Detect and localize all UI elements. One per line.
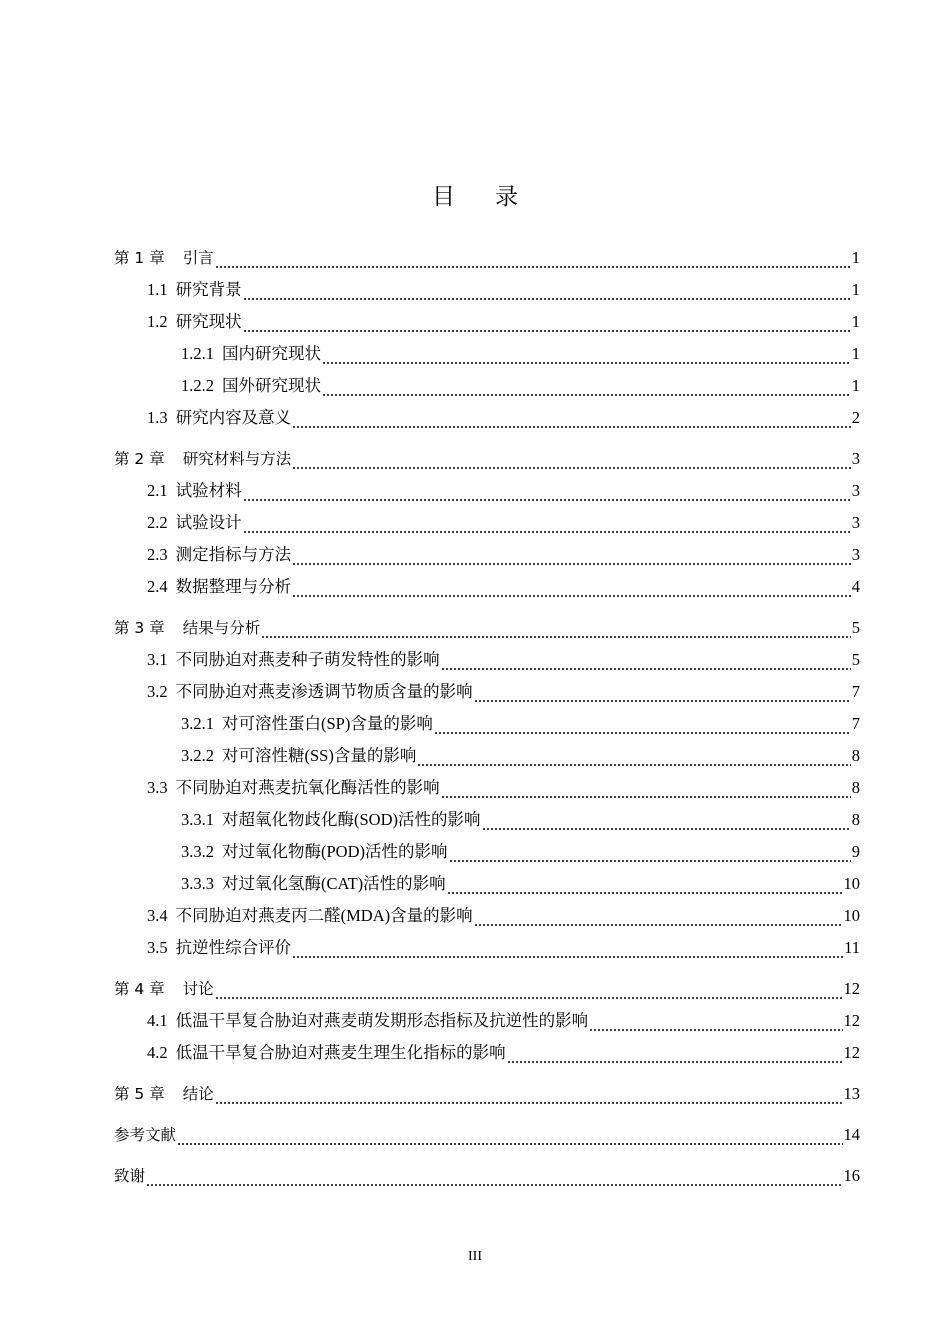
toc-entry-number: 4.2 [147, 1043, 168, 1062]
toc-entry-title: 数据整理与分析 [175, 577, 292, 596]
toc-entry-title: 结论 [182, 1085, 214, 1103]
toc-entry-title: 对可溶性蛋白(SP)含量的影响 [222, 714, 433, 733]
toc-dot-leader [589, 1029, 842, 1031]
toc-entry[interactable] [114, 772, 860, 804]
toc-entry-number: 4.1 [147, 1011, 168, 1030]
toc-entry[interactable] [114, 1078, 860, 1110]
toc-entry-page: 1 [851, 344, 860, 363]
toc-entry[interactable] [114, 507, 860, 539]
page-number-footer: III [468, 1249, 482, 1264]
toc-entry[interactable] [114, 1037, 860, 1069]
table-of-contents [114, 242, 860, 1192]
toc-dot-leader [507, 1061, 843, 1063]
toc-entry-title: 试验材料 [175, 481, 242, 500]
toc-dot-leader [292, 956, 843, 958]
toc-entry-number: 3.1 [147, 650, 168, 669]
toc-entry-page: 12 [843, 979, 860, 998]
toc-entry-page: 3 [851, 449, 860, 468]
toc-entry[interactable] [114, 338, 860, 370]
toc-dot-leader [292, 563, 851, 565]
toc-entry-title: 研究材料与方法 [182, 450, 292, 468]
toc-entry-page: 5 [851, 618, 860, 637]
toc-entry-title: 不同胁迫对燕麦抗氧化酶活性的影响 [175, 778, 440, 797]
toc-dot-leader [292, 595, 851, 597]
toc-entry-number: 3.2 [147, 682, 168, 701]
toc-entry[interactable] [114, 612, 860, 644]
toc-dot-leader [215, 1102, 843, 1104]
toc-entry-page: 9 [851, 842, 860, 861]
toc-entry-title: 测定指标与方法 [175, 545, 292, 564]
toc-entry[interactable] [114, 402, 860, 434]
toc-dot-leader [417, 764, 850, 766]
toc-dot-leader [482, 828, 851, 830]
toc-entry-number: 第 2 章 [114, 450, 165, 468]
toc-entry-page: 16 [843, 1166, 860, 1185]
toc-entry[interactable] [114, 1160, 860, 1192]
toc-entry-page: 10 [843, 874, 860, 893]
toc-entry-title: 低温干旱复合胁迫对燕麦生理生化指标的影响 [175, 1043, 506, 1062]
toc-entry-page: 1 [851, 280, 860, 299]
toc-entry[interactable] [114, 1005, 860, 1037]
toc-entry[interactable] [114, 900, 860, 932]
toc-entry-page: 1 [851, 248, 860, 267]
toc-entry-title: 国外研究现状 [222, 376, 321, 395]
toc-entry-number: 第 5 章 [114, 1085, 165, 1103]
toc-dot-leader [292, 426, 851, 428]
toc-dot-leader [474, 924, 843, 926]
toc-entry-number: 2.1 [147, 481, 168, 500]
toc-dot-leader [447, 892, 843, 894]
toc-entry-page: 7 [851, 682, 860, 701]
toc-entry-number: 2.2 [147, 513, 168, 532]
toc-entry-title: 结果与分析 [182, 619, 261, 637]
toc-entry[interactable] [114, 804, 860, 836]
toc-entry-number: 1.1 [147, 280, 168, 299]
toc-entry[interactable] [114, 868, 860, 900]
toc-entry-page: 2 [851, 408, 860, 427]
toc-entry-title: 致谢 [114, 1167, 146, 1185]
toc-entry[interactable] [114, 306, 860, 338]
toc-entry-page: 13 [843, 1084, 860, 1103]
toc-entry[interactable] [114, 676, 860, 708]
toc-entry[interactable] [114, 836, 860, 868]
toc-entry-page: 4 [851, 577, 860, 596]
toc-entry-title: 抗逆性综合评价 [175, 938, 292, 957]
toc-dot-leader [441, 796, 851, 798]
toc-dot-leader [146, 1184, 842, 1186]
toc-entry-title: 对过氧化氢酶(CAT)活性的影响 [222, 874, 446, 893]
toc-entry[interactable] [114, 443, 860, 475]
toc-entry-number: 3.3 [147, 778, 168, 797]
toc-entry-title: 讨论 [182, 980, 214, 998]
toc-entry-title: 对过氧化物酶(POD)活性的影响 [222, 842, 448, 861]
toc-entry[interactable] [114, 475, 860, 507]
toc-dot-leader [449, 860, 851, 862]
toc-entry-page: 8 [851, 746, 860, 765]
toc-entry-page: 11 [844, 938, 860, 957]
toc-entry-number: 1.2 [147, 312, 168, 331]
toc-dot-leader [215, 997, 843, 999]
toc-entry[interactable] [114, 708, 860, 740]
toc-entry[interactable] [114, 932, 860, 964]
toc-entry-page: 12 [843, 1043, 860, 1062]
toc-dot-leader [292, 467, 851, 469]
toc-entry-number: 1.2.1 [181, 344, 214, 363]
toc-dot-leader [215, 266, 851, 268]
toc-entry-number: 2.3 [147, 545, 168, 564]
toc-dot-leader [322, 362, 851, 364]
toc-entry-number: 2.4 [147, 577, 168, 596]
toc-entry-number: 第 1 章 [114, 249, 165, 267]
toc-dot-leader [177, 1143, 842, 1145]
toc-entry-number: 第 3 章 [114, 619, 165, 637]
toc-dot-leader [243, 531, 851, 533]
toc-entry-page: 3 [851, 545, 860, 564]
toc-entry-title: 对超氧化物歧化酶(SOD)活性的影响 [222, 810, 481, 829]
toc-entry-page: 1 [851, 312, 860, 331]
toc-entry[interactable] [114, 274, 860, 306]
toc-entry-number: 3.5 [147, 938, 168, 957]
toc-dot-leader [243, 298, 851, 300]
toc-entry-page: 5 [851, 650, 860, 669]
toc-dot-leader [243, 330, 851, 332]
toc-entry-title: 低温干旱复合胁迫对燕麦萌发期形态指标及抗逆性的影响 [175, 1011, 589, 1030]
toc-entry-number: 第 4 章 [114, 980, 165, 998]
toc-entry-number: 3.3.1 [181, 810, 214, 829]
toc-entry-number: 3.4 [147, 906, 168, 925]
toc-dot-leader [434, 732, 851, 734]
toc-entry[interactable] [114, 242, 860, 274]
toc-entry-number: 1.3 [147, 408, 168, 427]
toc-entry-page: 8 [851, 778, 860, 797]
toc-entry-number: 1.2.2 [181, 376, 214, 395]
toc-dot-leader [243, 499, 851, 501]
toc-entry-title: 研究现状 [175, 312, 242, 331]
toc-entry-page: 12 [843, 1011, 860, 1030]
toc-entry-page: 7 [851, 714, 860, 733]
toc-entry[interactable] [114, 571, 860, 603]
toc-entry[interactable] [114, 370, 860, 402]
toc-entry[interactable] [114, 973, 860, 1005]
toc-entry-number: 3.2.2 [181, 746, 214, 765]
toc-entry[interactable] [114, 740, 860, 772]
toc-entry[interactable] [114, 539, 860, 571]
toc-entry-title: 国内研究现状 [222, 344, 321, 363]
toc-entry-page: 3 [851, 513, 860, 532]
toc-entry-title: 不同胁迫对燕麦丙二醛(MDA)含量的影响 [175, 906, 473, 925]
toc-entry-title: 对可溶性糖(SS)含量的影响 [222, 746, 417, 765]
toc-entry-title: 试验设计 [175, 513, 242, 532]
toc-dot-leader [441, 668, 851, 670]
toc-entry-title: 不同胁迫对燕麦渗透调节物质含量的影响 [175, 682, 473, 701]
toc-entry-title: 引言 [182, 249, 214, 267]
toc-entry-page: 3 [851, 481, 860, 500]
toc-dot-leader [474, 700, 851, 702]
toc-entry-title: 不同胁迫对燕麦种子萌发特性的影响 [175, 650, 440, 669]
toc-entry[interactable] [114, 1119, 860, 1151]
toc-entry[interactable] [114, 644, 860, 676]
page-title: 目录 [432, 184, 558, 210]
toc-entry-number: 3.3.2 [181, 842, 214, 861]
toc-entry-page: 8 [851, 810, 860, 829]
toc-dot-leader [261, 636, 851, 638]
toc-entry-title: 研究背景 [175, 280, 242, 299]
toc-entry-number: 3.2.1 [181, 714, 214, 733]
toc-dot-leader [322, 394, 851, 396]
toc-entry-number: 3.3.3 [181, 874, 214, 893]
toc-entry-title: 参考文献 [114, 1126, 177, 1144]
toc-entry-page: 14 [843, 1125, 860, 1144]
toc-entry-title: 研究内容及意义 [175, 408, 292, 427]
toc-entry-page: 10 [843, 906, 860, 925]
toc-entry-page: 1 [851, 376, 860, 395]
